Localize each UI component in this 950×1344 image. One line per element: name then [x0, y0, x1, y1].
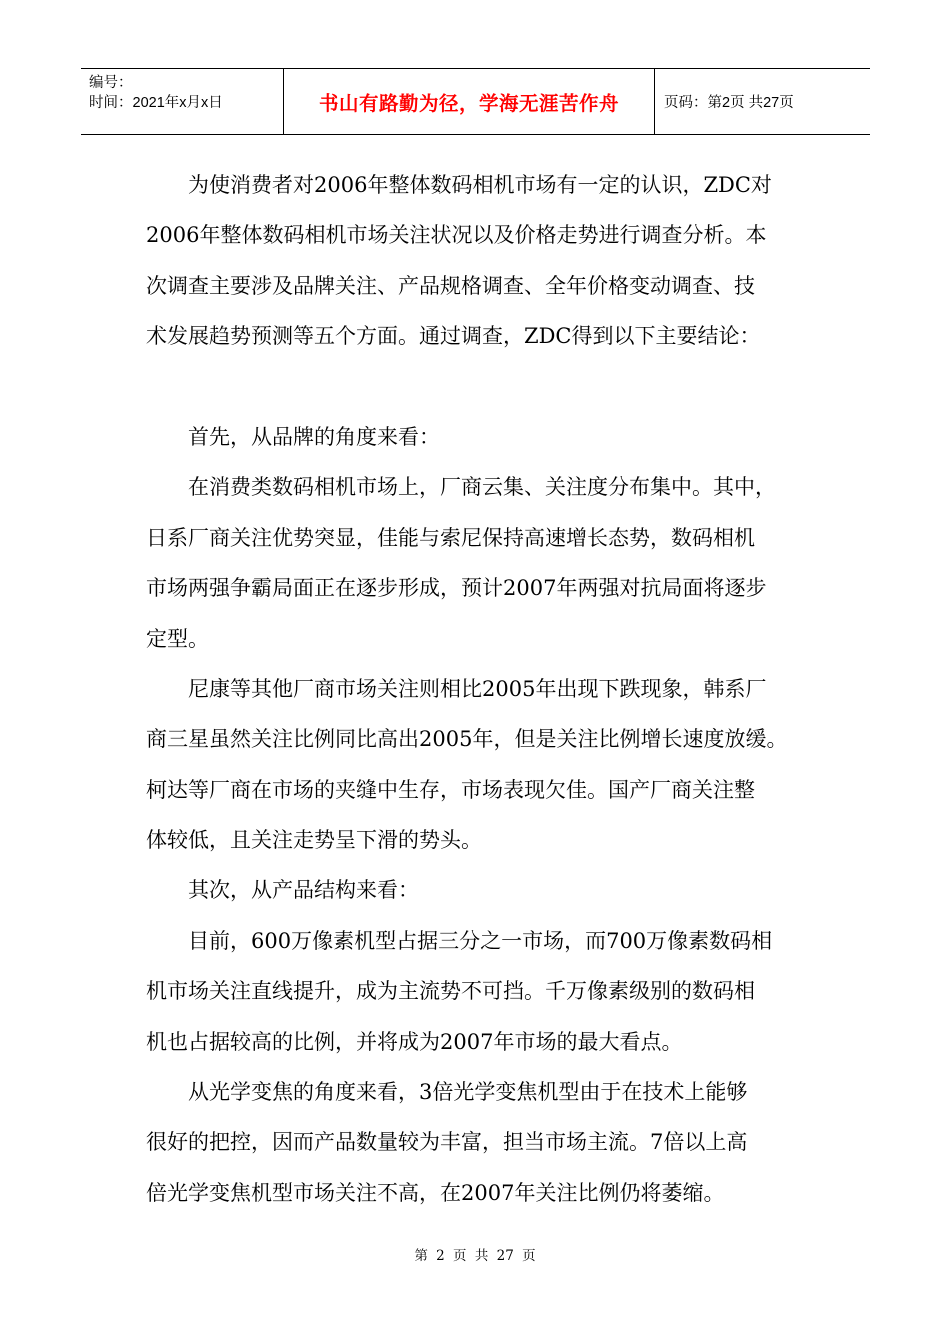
- header-motto: 书山有路勤为径，学海无涯苦作舟: [318, 91, 619, 115]
- paragraph-line: 市场两强争霸局面正在逐步形成，预计2007年两强对抗局面将逐步: [146, 576, 767, 601]
- paragraph-pixels: [146, 916, 816, 1067]
- paragraph-line: 倍光学变焦机型市场关注不高，在2007年关注比例仍将萎缩。: [146, 1180, 725, 1205]
- paragraph-line: 机也占据较高的比例，并将成为2007年市场的最大看点。: [146, 1029, 683, 1054]
- paragraph-line: 其次，从产品结构来看：: [188, 878, 419, 903]
- paragraph-line: 首先，从品牌的角度来看：: [188, 424, 440, 449]
- paragraph-intro: [146, 160, 816, 362]
- header-page-info: 页码：第2页 共27页: [664, 95, 794, 111]
- paragraph-brand-heading: [146, 412, 816, 462]
- paragraph-line: 从光学变焦的角度来看，3倍光学变焦机型由于在技术上能够: [188, 1080, 748, 1105]
- page-footer: [0, 1244, 950, 1264]
- paragraph-line: 定型。: [146, 626, 209, 651]
- document-body: [146, 160, 816, 1218]
- paragraph-line: 很好的把控，因而产品数量较为丰富，担当市场主流。7倍以上高: [146, 1130, 748, 1155]
- page-header: [81, 68, 870, 135]
- paragraph-other-brands: [146, 664, 816, 866]
- paragraph-line: 目前，600万像素机型占据三分之一市场，而700万像素数码相: [188, 928, 773, 953]
- document-number-label: 编号：: [89, 75, 133, 91]
- paragraph-line: 柯达等厂商在市场的夹缝中生存，市场表现欠佳。国产厂商关注整: [146, 777, 755, 802]
- paragraph-line: 尼康等其他厂商市场关注则相比2005年出现下跌现象，韩系厂: [188, 676, 767, 701]
- paragraph-line: 体较低，且关注走势呈下滑的势头。: [146, 828, 482, 853]
- paragraph-line: 商三星虽然关注比例同比高出2005年，但是关注比例增长速度放缓。: [146, 727, 788, 752]
- footer-page-number: 第 2 页 共 27 页: [414, 1248, 536, 1264]
- paragraph-line: 次调查主要涉及品牌关注、产品规格调查、全年价格变动调查、技: [146, 273, 755, 298]
- header-page-info-cell: [655, 69, 870, 134]
- document-time-label: 时间：2021年x月x日: [89, 95, 223, 111]
- paragraph-zoom: [146, 1067, 816, 1218]
- paragraph-product-heading: [146, 865, 816, 915]
- paragraph-line: 在消费类数码相机市场上，厂商云集、关注度分布集中。其中，: [188, 475, 776, 500]
- paragraph-brand-market: [146, 462, 816, 664]
- paragraph-line: 机市场关注直线提升，成为主流势不可挡。千万像素级别的数码相: [146, 979, 755, 1004]
- paragraph-line: 术发展趋势预测等五个方面。通过调查，ZDC得到以下主要结论：: [146, 324, 761, 349]
- paragraph-line: 日系厂商关注优势突显，佳能与索尼保持高速增长态势，数码相机: [146, 525, 755, 550]
- paragraph-line: 2006年整体数码相机市场关注状况以及价格走势进行调查分析。本: [146, 223, 767, 248]
- header-motto-cell: [283, 69, 655, 134]
- paragraph-line: 为使消费者对2006年整体数码相机市场有一定的认识，ZDC对: [188, 173, 772, 197]
- header-meta: [81, 69, 283, 134]
- paragraph-gap: [146, 362, 816, 412]
